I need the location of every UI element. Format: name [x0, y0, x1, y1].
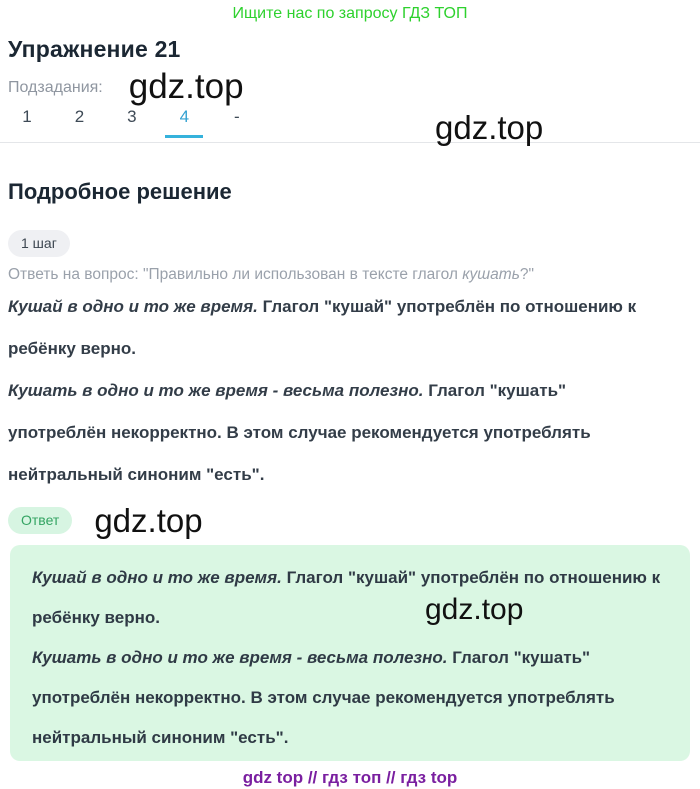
question-text	[8, 266, 692, 284]
tab-1[interactable]: 1	[22, 107, 32, 126]
gdz-watermark: gdz.top	[435, 109, 544, 146]
page-title: Упражнение 21	[8, 36, 181, 62]
subtasks-row	[8, 69, 692, 104]
paragraph-rest: Глагол "кушать" употреблён некорректно. В этом случае рекомендуется употреблять нейтральный синоним "есть".	[32, 648, 615, 747]
answer-paragraph	[32, 638, 668, 758]
question-italic-word: кушать	[462, 266, 520, 283]
paragraph-rest: Глагол "кушай" употреблён по отношению к ребёнку верно.	[8, 297, 637, 358]
gdz-watermark: gdz.top	[425, 593, 524, 626]
gdz-watermark: gdz.top	[94, 502, 203, 539]
question-prefix: Ответь на вопрос: "Правильно ли использован в тексте глагол	[8, 266, 463, 283]
footer-search-terms[interactable]: gdz top // гдз топ // гдз top	[242, 768, 458, 787]
solution-body	[8, 286, 663, 496]
answer-row	[8, 504, 692, 537]
answer-paragraph	[32, 558, 668, 638]
answer-box	[10, 545, 690, 761]
paragraph-rest: Глагол "кушать" употреблён некорректно. В этом случае рекомендуется употреблять нейтральный синоним "есть".	[8, 381, 591, 484]
solution-paragraph	[8, 370, 663, 496]
paragraph-lead-italic: Кушай в одно и то же время.	[8, 297, 258, 316]
tab-dash[interactable]: -	[233, 107, 240, 126]
tab-3[interactable]: 3	[127, 107, 137, 126]
tab-4-active[interactable]: 4	[165, 107, 203, 138]
subtasks-label: Подзадания:	[8, 79, 103, 96]
step-badge: 1 шаг	[8, 230, 70, 257]
tab-2[interactable]: 2	[74, 107, 85, 126]
subtask-tabs	[0, 107, 700, 146]
gdz-watermark: gdz.top	[128, 67, 244, 106]
paragraph-lead-italic: Кушай в одно и то же время.	[32, 568, 282, 587]
paragraph-lead-italic: Кушать в одно и то же время - весьма полезно.	[32, 648, 448, 667]
paragraph-lead-italic: Кушать в одно и то же время - весьма полезно.	[8, 381, 424, 400]
solution-heading: Подробное решение	[8, 179, 232, 204]
question-suffix: ?"	[519, 266, 534, 283]
promo-link[interactable]: Ищите нас по запросу ГДЗ ТОП	[232, 5, 468, 22]
solution-paragraph	[8, 286, 663, 370]
paragraph-rest: Глагол "кушай" употреблён по отношению к ребёнку верно.	[32, 568, 661, 627]
answer-badge: Ответ	[8, 507, 72, 534]
